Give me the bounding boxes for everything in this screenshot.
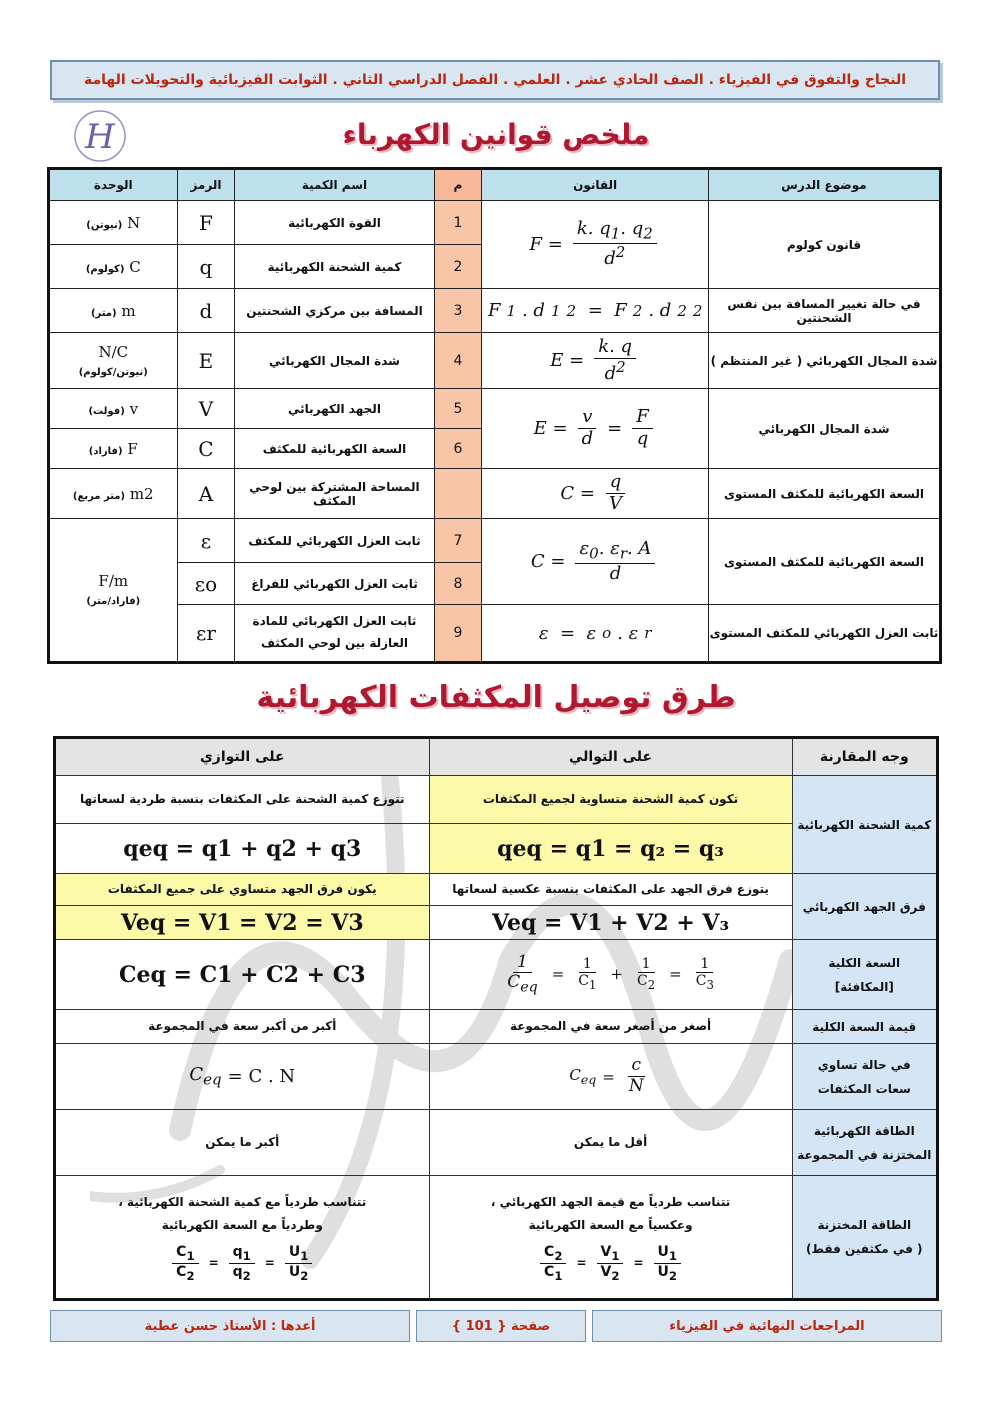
symbol-cell: εo — [177, 563, 235, 605]
unit-cell: F (فاراد) — [49, 429, 178, 469]
symbol-cell: A — [177, 469, 235, 519]
quantity-cell: المساحة المشتركة بين لوحي المكثف — [235, 469, 434, 519]
face-voltage: فرق الجهد الكهربائي — [792, 874, 937, 940]
footer — [50, 1310, 942, 1342]
unit-cell: N/C (نيوتن/كولوم) — [49, 333, 178, 389]
table-row — [55, 1010, 938, 1044]
table-row — [55, 874, 938, 906]
header-unit: الوحدة — [49, 169, 178, 201]
connection-table — [53, 736, 939, 1301]
topic-cell: السعة الكهربائية للمكثف المستوى — [709, 469, 941, 519]
symbol-cell: d — [177, 289, 235, 333]
law-distance: F 1 . d 1 2 = F 2 . d 2 2 — [482, 289, 709, 333]
law-capacity-plate: C = $\frac{\varepsilon_0. \varepsilon_r. A}{d}$ — [482, 519, 709, 605]
num-cell: 1 — [434, 201, 482, 245]
top-banner: النجاح والتفوق في الفيزياء . الصف الحادي عشر . العلمي . الفصل الدراسي الثاني . الثوابت الفيزيائية والتحويلات الهامة — [50, 60, 940, 100]
num-cell: 5 — [434, 389, 482, 429]
law-capacity-qv: C = $\frac{q}{V}$ — [482, 469, 709, 519]
header-parallel: على التوازي — [55, 738, 430, 776]
topic-cell: شدة المجال الكهربائي ( غير المنتظم ) — [709, 333, 941, 389]
series-voltage-text: يتوزع فرق الجهد على المكثفات بنسبة عكسية لسعاتها — [429, 874, 792, 906]
parallel-voltage-text: يكون فرق الجهد متساوي على جميع المكثفات — [55, 874, 430, 906]
footer-series-title: المراجعات النهائية في الفيزياء — [592, 1310, 942, 1342]
laws-table — [47, 167, 942, 664]
parallel-two-caps: تتناسب طردياً مع كمية الشحنة الكهربائية ، وطردياً مع السعة الكهربائية $\frac{C_1}{C_2}$ = $\frac{q_1}{q_2}$ = $\frac{U_1}{U_2}$ — [55, 1176, 430, 1300]
symbol-cell: ε — [177, 519, 235, 563]
symbol-cell: F — [177, 201, 235, 245]
series-charge-text: تكون كمية الشحنة متساوية لجميع المكثفات — [429, 776, 792, 824]
num-cell: 3 — [434, 289, 482, 333]
unit-cell: v (فولت) — [49, 389, 178, 429]
header-symbol: الرمز — [177, 169, 235, 201]
page-title: ملخص قوانين الكهرباء — [342, 118, 650, 151]
parallel-charge-eq: qeq = q1 + q2 + q3 — [55, 824, 430, 874]
face-capacity-value: قيمة السعة الكلية — [792, 1010, 937, 1044]
parallel-charge-text: تتوزع كمية الشحنة على المكثفات بنسبة طردية لسعاتها — [55, 776, 430, 824]
topic-cell: السعة الكهربائية للمكثف المستوى — [709, 519, 941, 605]
topic-cell: في حالة تغيير المسافة بين نفس الشحنتين — [709, 289, 941, 333]
quantity-cell: ثابت العزل الكهربائي للفراغ — [235, 563, 434, 605]
quantity-cell: الجهد الكهربائي — [235, 389, 434, 429]
table-row — [55, 1176, 938, 1300]
parallel-voltage-eq: Veq = V1 = V2 = V3 — [55, 906, 430, 940]
table-row — [55, 940, 938, 1010]
quantity-cell: القوة الكهربائية — [235, 201, 434, 245]
header-topic: موضوع الدرس — [709, 169, 941, 201]
header-num: م — [434, 169, 482, 201]
unit-cell: m2 (متر مربع) — [49, 469, 178, 519]
table-row — [49, 605, 941, 663]
unit-cell: C (كولوم) — [49, 245, 178, 289]
num-cell — [434, 469, 482, 519]
num-cell: 9 — [434, 605, 482, 663]
table-row — [49, 469, 941, 519]
table-row — [49, 389, 941, 429]
header-law: القانون — [482, 169, 709, 201]
table-row — [49, 519, 941, 563]
footer-author: أعدها : الأستاذ حسن عطية — [50, 1310, 410, 1342]
symbol-cell: E — [177, 333, 235, 389]
num-cell: 7 — [434, 519, 482, 563]
face-two-caps: الطاقة المختزنة ( في مكثفين فقط) — [792, 1176, 937, 1300]
unit-cell: F/m (فاراد/متر) — [49, 519, 178, 663]
quantity-cell: السعة الكهربائية للمكثف — [235, 429, 434, 469]
law-dielectric: ε = ε o . ε r — [482, 605, 709, 663]
parallel-equal-eq: $C_{eq}$ = C . N — [55, 1044, 430, 1110]
table-row — [49, 333, 941, 389]
num-cell: 6 — [434, 429, 482, 469]
table-row — [55, 1110, 938, 1176]
topic-cell: قانون كولوم — [709, 201, 941, 289]
quantity-cell: المسافة بين مركزي الشحنتين — [235, 289, 434, 333]
unit-cell: N (نيوتن) — [49, 201, 178, 245]
quantity-cell: ثابت العزل الكهربائي للمكثف — [235, 519, 434, 563]
parallel-stored-energy: أكبر ما يمكن — [55, 1110, 430, 1176]
header-series: على التوالي — [429, 738, 792, 776]
topic-cell: شدة المجال الكهربائي — [709, 389, 941, 469]
face-charge: كمية الشحنة الكهربائية — [792, 776, 937, 874]
table-row — [55, 776, 938, 824]
law-field-nonuniform: E = $\frac{k. q}{d^2}$ — [482, 333, 709, 389]
quantity-cell: كمية الشحنة الكهربائية — [235, 245, 434, 289]
series-stored-energy: أقل ما يمكن — [429, 1110, 792, 1176]
table-row — [55, 1044, 938, 1110]
num-cell: 2 — [434, 245, 482, 289]
footer-page-number: صفحة { 101 } — [416, 1310, 586, 1342]
quantity-cell: ثابت العزل الكهربائي للمادة العازلة بين لوحي المكثف — [235, 605, 434, 663]
symbol-cell: C — [177, 429, 235, 469]
series-equal-eq: $C_{eq}$ = $\frac{c}{N}$ — [429, 1044, 792, 1110]
law-coulomb: F = $\frac{k. q_1. q_2}{d^2}$ — [482, 201, 709, 289]
unit-cell: m (متر) — [49, 289, 178, 333]
num-cell: 4 — [434, 333, 482, 389]
num-cell: 8 — [434, 563, 482, 605]
face-stored-energy: الطاقة الكهربائية المختزنة في المجموعة — [792, 1110, 937, 1176]
series-voltage-eq: Veq = V1 + V2 + V₃ — [429, 906, 792, 940]
table-row — [49, 289, 941, 333]
header-quantity: اسم الكمية — [235, 169, 434, 201]
symbol-cell: q — [177, 245, 235, 289]
face-equal-caps: في حالة تساوي سعات المكثفات — [792, 1044, 937, 1110]
law-field-uniform: E = $\frac{v}{d}$ = $\frac{F}{q}$ — [482, 389, 709, 469]
header-face: وجه المقارنة — [792, 738, 937, 776]
parallel-capacity-eq: Ceq = C1 + C2 + C3 — [55, 940, 430, 1010]
laws-header-row — [49, 169, 941, 201]
series-capacity-value: أصغر من أصغر سعة في المجموعة — [429, 1010, 792, 1044]
symbol-cell: εr — [177, 605, 235, 663]
face-total-capacity: السعة الكلية [المكافئة] — [792, 940, 937, 1010]
connection-header-row — [55, 738, 938, 776]
svg-text:H: H — [85, 117, 115, 157]
series-capacity-eq: $\frac{1}{C_{eq}}$ = $\frac{1}{C_1}$ + $\frac{1}{C_2}$ = $\frac{1}{C_3}$ — [429, 940, 792, 1010]
topic-cell: ثابت العزل الكهربائي للمكثف المستوى — [709, 605, 941, 663]
quantity-cell: شدة المجال الكهربائي — [235, 333, 434, 389]
parallel-capacity-value: أكبر من أكبر سعة في المجموعة — [55, 1010, 430, 1044]
section-title: طرق توصيل المكثفات الكهربائية — [256, 680, 736, 715]
table-row — [49, 201, 941, 245]
series-two-caps: تتناسب طردياً مع قيمة الجهد الكهربائي ، وعكسياً مع السعة الكهربائية $\frac{C_2}{C_1}$ = $\frac{V_1}{V_2}$ = $\frac{U_1}{U_2}$ — [429, 1176, 792, 1300]
symbol-cell: V — [177, 389, 235, 429]
series-charge-eq: qeq = q1 = q₂ = q₃ — [429, 824, 792, 874]
